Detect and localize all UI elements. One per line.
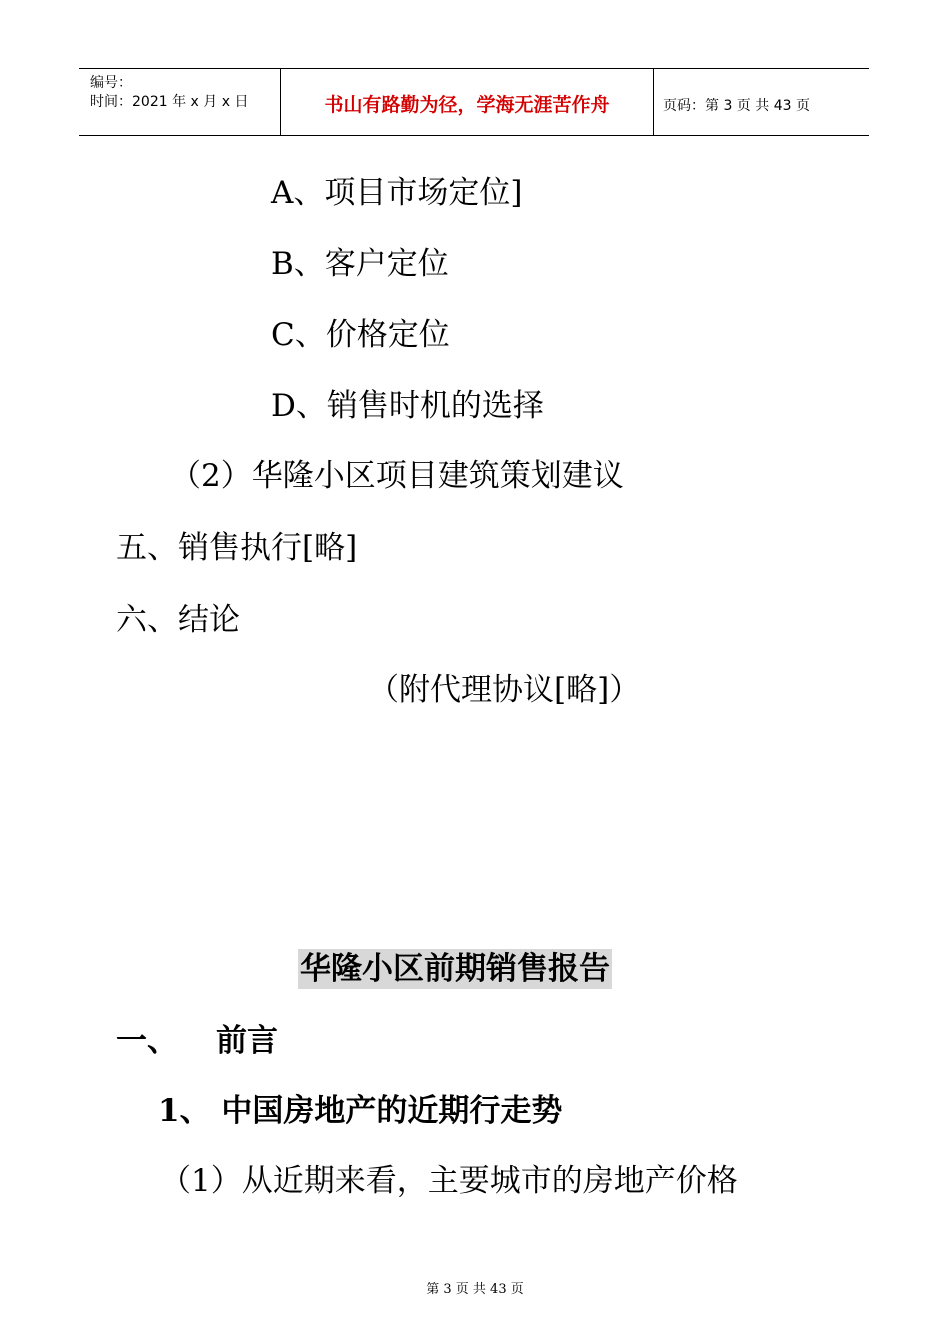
outline-item-d: D、销售时机的选择: [271, 388, 544, 424]
header-motto: 书山有路勤为径，学海无涯苦作舟: [324, 94, 610, 116]
header-page-info: 页码：第 3 页 共 43 页: [663, 98, 810, 114]
report-title: 华隆小区前期销售报告: [300, 951, 610, 987]
outline-section-six: 六、结论: [116, 602, 240, 638]
outline-item-b: B、客户定位: [271, 246, 449, 282]
header-time-label: 时间：2021 年 x 月 x 日: [90, 94, 249, 110]
outline-section-five: 五、销售执行[略]: [116, 530, 358, 566]
header-number-label: 编号：: [90, 75, 132, 91]
header-divider-right: [653, 68, 654, 136]
subsection-heading: 1、 中国房地产的近期行走势: [158, 1093, 563, 1129]
outline-item-c: C、价格定位: [271, 317, 450, 353]
section-title: 前言: [216, 1023, 278, 1059]
outline-item-a: A、项目市场定位]: [271, 175, 523, 211]
footer-page-number: 第 3 页 共 43 页: [426, 1282, 524, 1297]
outline-item-2: （2）华隆小区项目建筑策划建议: [170, 458, 624, 494]
header-top-rule: [79, 68, 869, 69]
outline-appendix-note: （附代理协议[略]）: [368, 672, 641, 708]
section-number: 一、: [116, 1023, 178, 1059]
body-paragraph: （1）从近期来看，主要城市的房地产价格: [160, 1163, 738, 1199]
header-bottom-rule: [79, 135, 869, 136]
